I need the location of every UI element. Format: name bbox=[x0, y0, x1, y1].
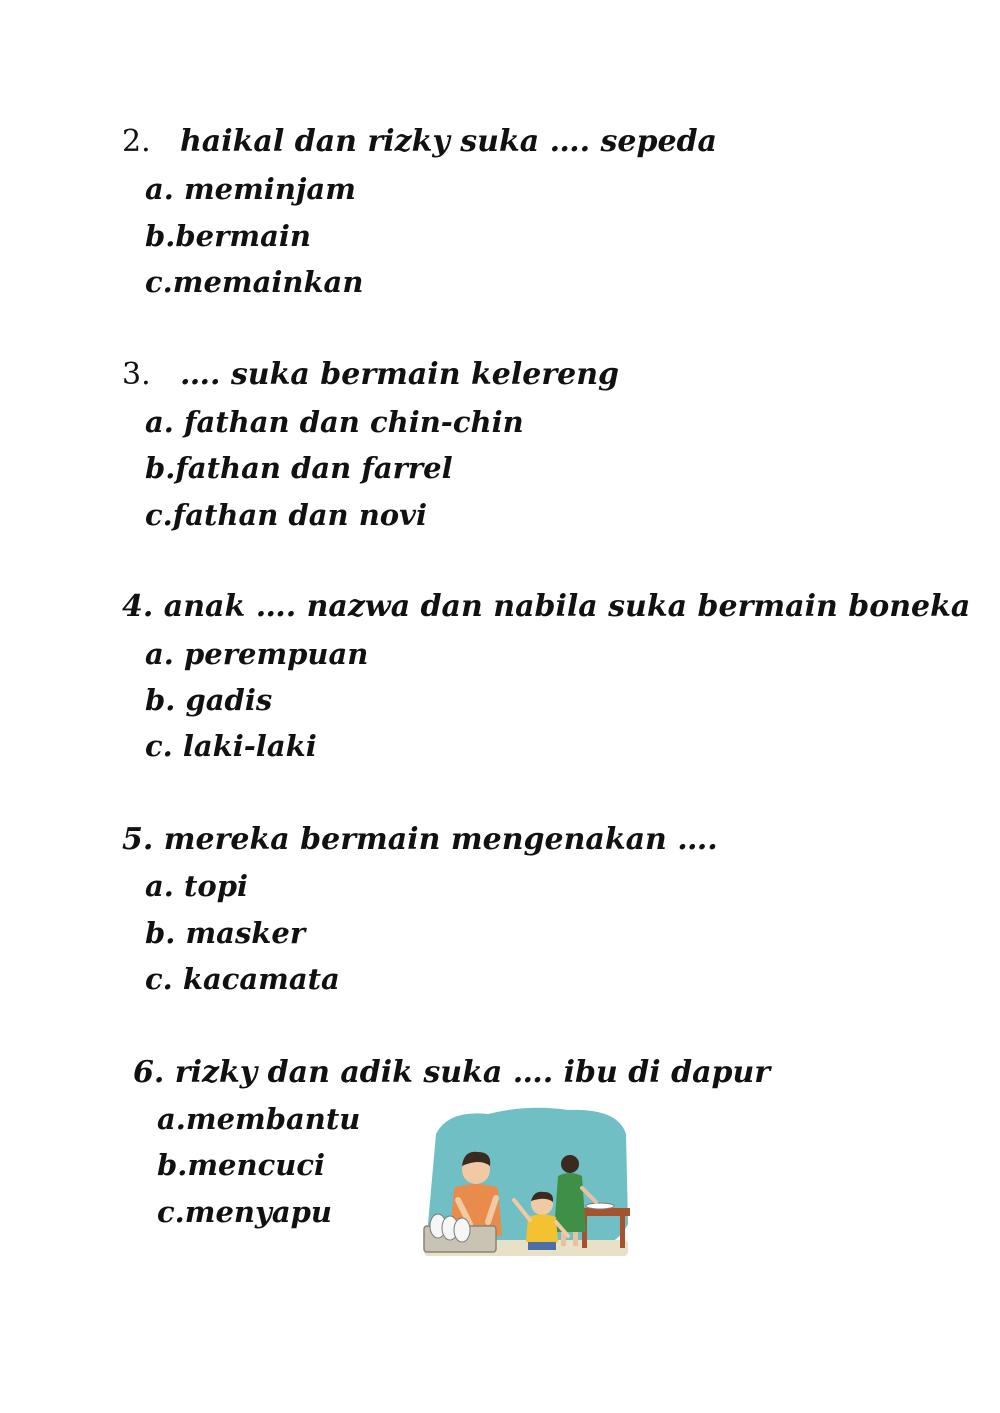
question-2-number: 2. bbox=[122, 124, 151, 159]
question-5-number: 5. bbox=[122, 822, 154, 857]
question-2 bbox=[122, 124, 717, 160]
kitchen-illustration bbox=[418, 1104, 632, 1260]
question-3-option-c: c.fathan dan novi bbox=[145, 498, 428, 532]
question-5-option-a: a. topi bbox=[145, 869, 249, 903]
question-3 bbox=[122, 357, 619, 393]
question-6-text: rizky dan adik suka …. ibu di dapur bbox=[174, 1055, 771, 1090]
question-2-option-a: a. meminjam bbox=[145, 172, 356, 206]
boy-shorts bbox=[528, 1242, 556, 1250]
dish-3 bbox=[454, 1218, 470, 1242]
question-5-option-b: b. masker bbox=[145, 916, 306, 950]
question-3-number: 3. bbox=[122, 357, 151, 392]
question-6-number: 6. bbox=[133, 1055, 165, 1090]
mother-head bbox=[561, 1155, 579, 1173]
mother-leg-right bbox=[573, 1232, 578, 1246]
question-4-number: 4. bbox=[122, 589, 154, 624]
question-4-option-c: c. laki-laki bbox=[145, 729, 317, 763]
question-2-option-c: c.memainkan bbox=[145, 265, 364, 299]
question-5-option-c: c. kacamata bbox=[145, 962, 340, 996]
question-4-option-a: a. perempuan bbox=[145, 637, 369, 671]
question-6-option-a: a.membantu bbox=[157, 1102, 361, 1136]
question-3-option-a: a. fathan dan chin-chin bbox=[145, 405, 524, 439]
question-6-option-b: b.mencuci bbox=[157, 1148, 326, 1182]
question-6 bbox=[133, 1055, 770, 1091]
table-leg-right bbox=[620, 1216, 625, 1248]
question-2-text: haikal dan rizky suka …. sepeda bbox=[180, 124, 717, 159]
question-3-text: …. suka bermain kelereng bbox=[180, 357, 619, 392]
question-5-text: mereka bermain mengenakan …. bbox=[163, 822, 718, 857]
question-4-option-b: b. gadis bbox=[145, 683, 273, 717]
question-3-option-b: b.fathan dan farrel bbox=[145, 451, 453, 485]
question-4 bbox=[122, 589, 970, 625]
question-4-text: anak …. nazwa dan nabila suka bermain boneka bbox=[163, 589, 971, 624]
plate bbox=[586, 1203, 614, 1209]
question-2-option-b: b.bermain bbox=[145, 219, 311, 253]
question-6-option-c: c.menyapu bbox=[157, 1195, 332, 1229]
question-5 bbox=[122, 822, 718, 858]
